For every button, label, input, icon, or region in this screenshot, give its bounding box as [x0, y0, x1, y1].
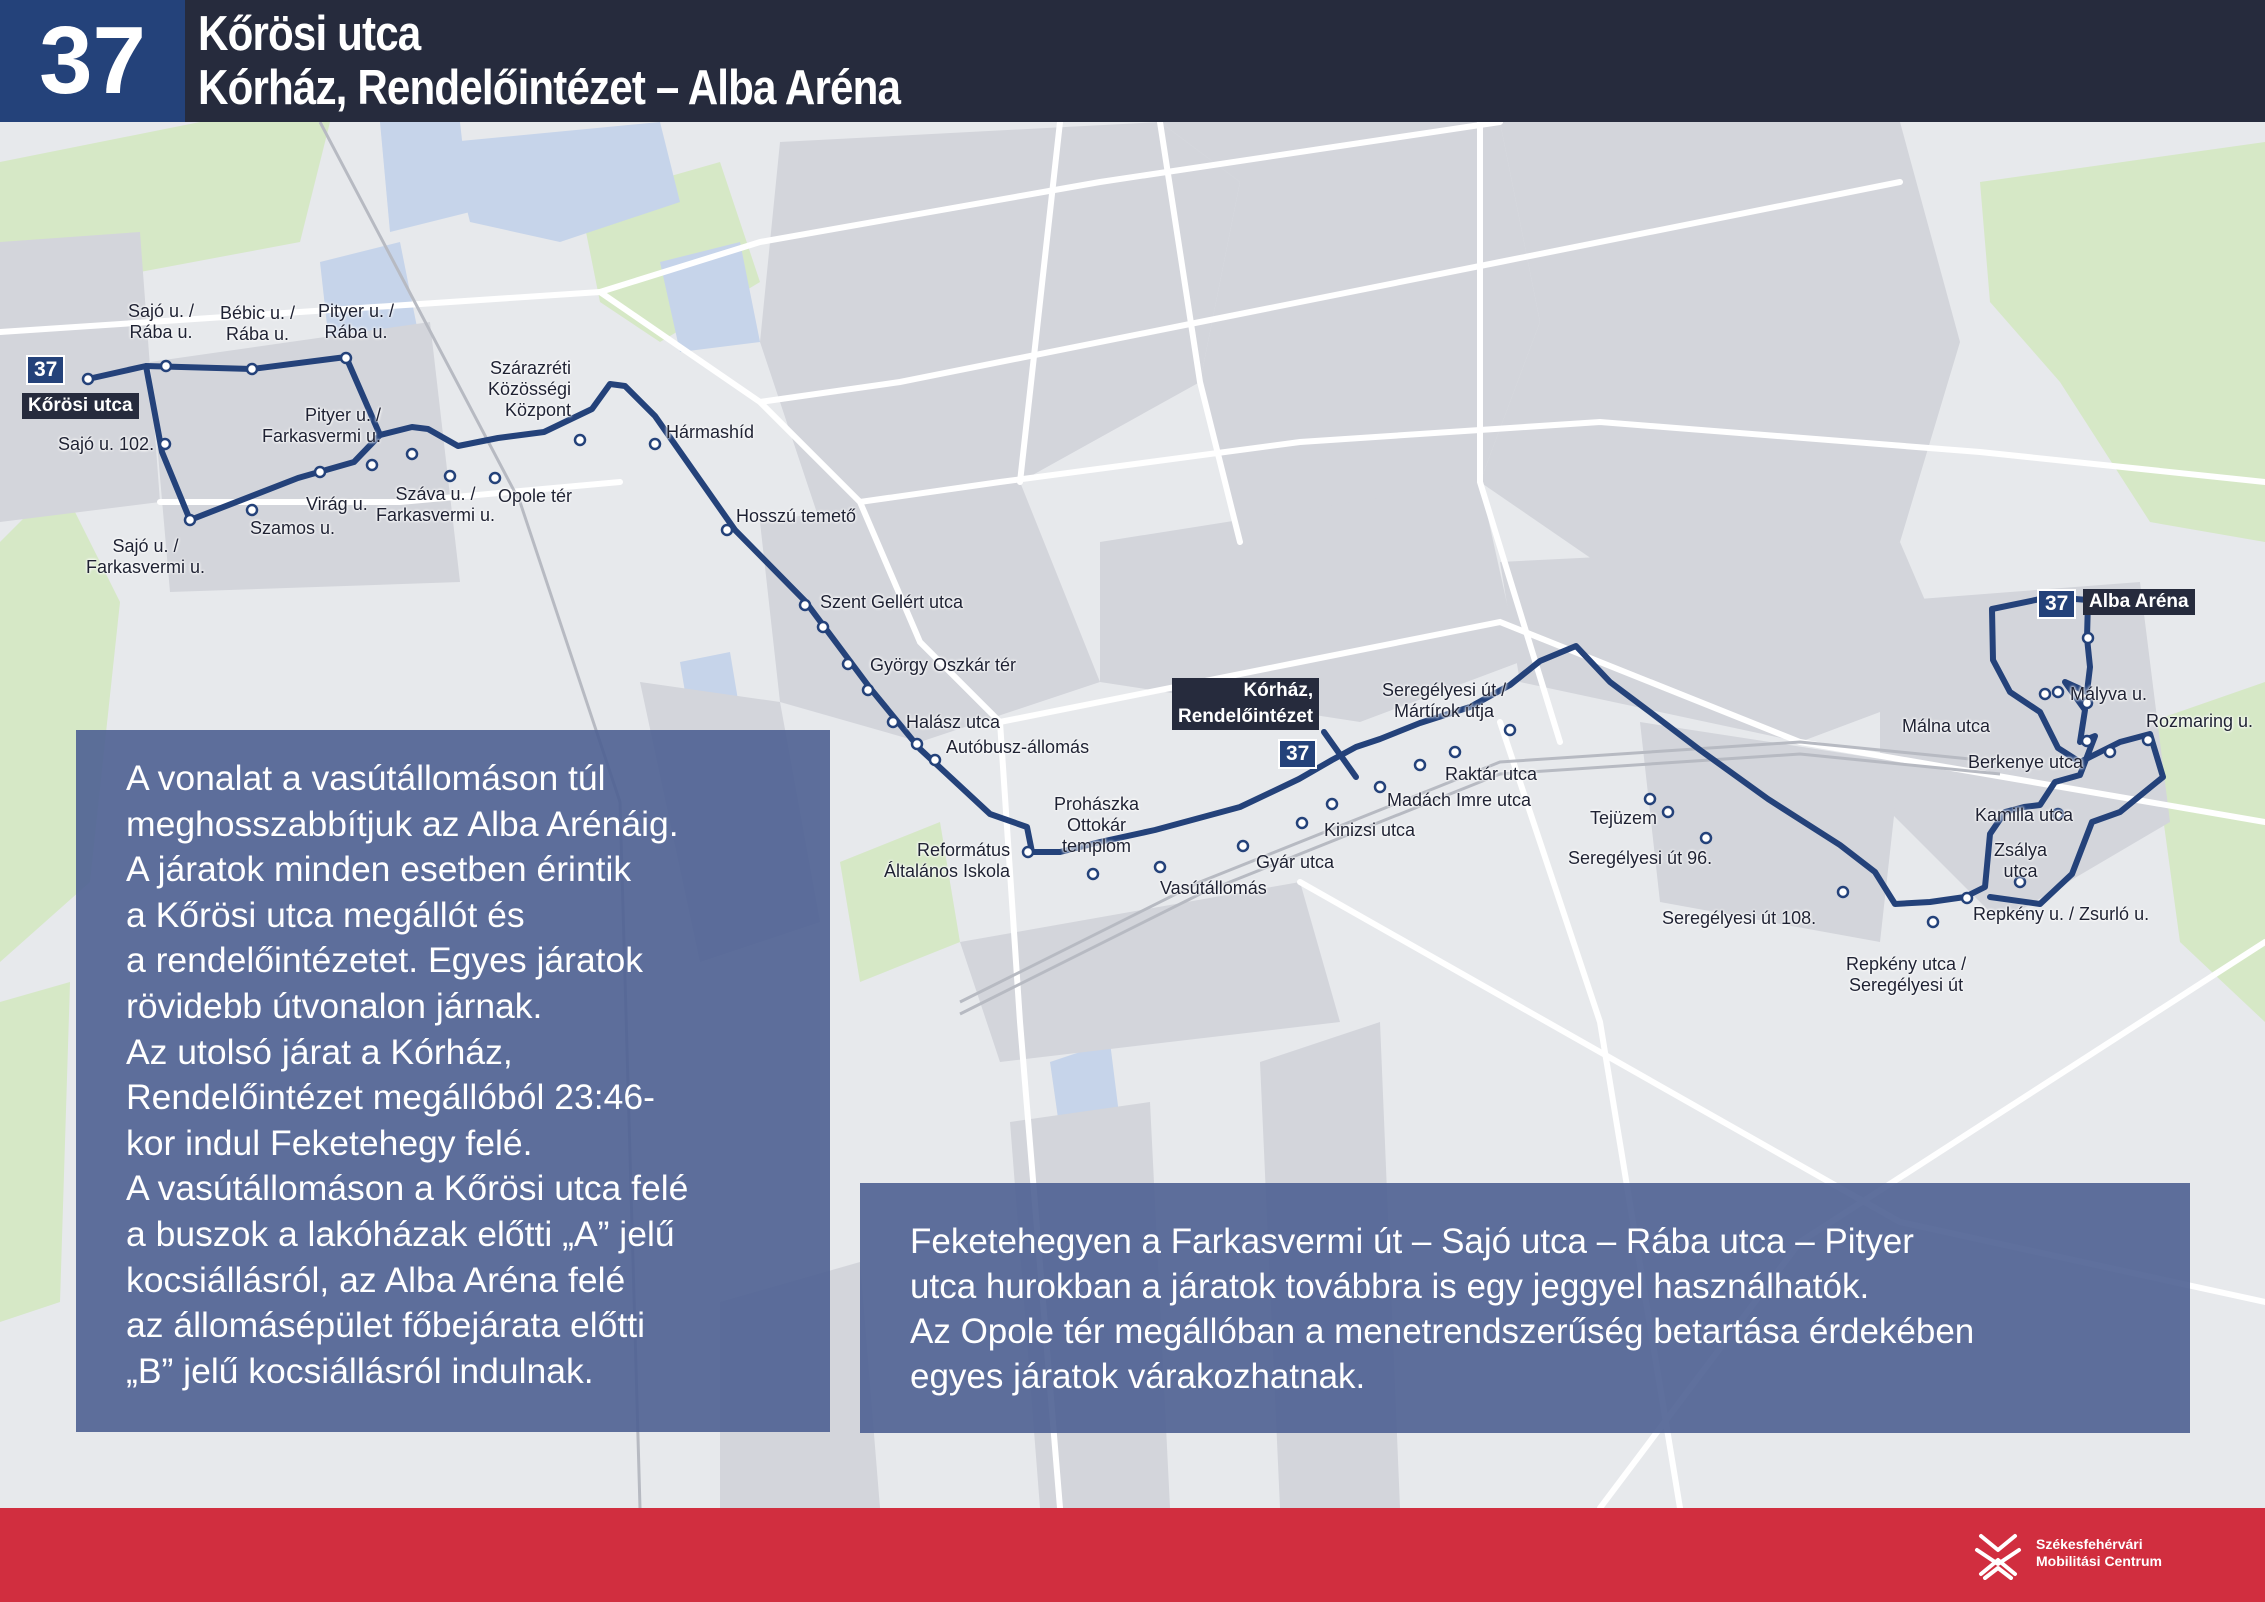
terminal-hospital-name: Kórház, Rendelőintézet — [1172, 678, 1319, 730]
stop-label-szava-farkasvermi: Száva u. / Farkasvermi u. — [376, 484, 496, 525]
stop-label-sajo-farkasvermi: Sajó u. / Farkasvermi u. — [86, 536, 206, 577]
stop-label-sajo-raba: Sajó u. / Rába u. — [128, 301, 195, 342]
footer-bar — [0, 1508, 2265, 1602]
stop-label-autobusz-allomas: Autóbusz-állomás — [946, 737, 1090, 757]
stop-label-sajo-102: Sajó u. 102. — [58, 434, 155, 454]
stop-label-gyorgy-oszkar: György Oszkár tér — [870, 655, 1017, 675]
header-bar — [0, 0, 2265, 122]
stop-label-szent-gellert: Szent Gellért utca — [820, 592, 964, 612]
stop-label-szarazreti: Szárazréti Közösségi Központ — [488, 358, 572, 420]
stop-label-bebic-raba: Bébic u. / Rába u. — [220, 303, 296, 344]
stop-label-rozmaring: Rozmaring u. — [2146, 711, 2254, 731]
stop-label-harmashid: Hármashíd — [666, 422, 755, 442]
terminal-west-route-badge: 37 — [26, 355, 65, 385]
info-box-left — [76, 730, 830, 1432]
stop-label-seregelyesi-martirok: Seregélyesi út / Mártírok útja — [1382, 680, 1507, 721]
stop-label-zsalya: Zsálya utca — [1994, 840, 2048, 881]
terminal-east-name: Alba Aréna — [2083, 589, 2195, 615]
stop-label-seregelyesi-108: Seregélyesi út 108. — [1662, 908, 1817, 928]
route-number-badge: 37 — [0, 0, 185, 122]
stop-label-pityer-farkasvermi: Pityer u. / Farkasvermi u. — [262, 405, 382, 446]
stop-label-reformatus: Református Általános Iskola — [884, 840, 1011, 881]
stop-label-raktar: Raktár utca — [1445, 764, 1538, 784]
stop-label-repkeny-zsurlo: Repkény u. / Zsurló u. — [1973, 904, 2150, 924]
stop-label-gyar: Gyár utca — [1256, 852, 1335, 872]
stop-label-malyva: Mályva u. — [2070, 684, 2148, 704]
stop-label-berkenye: Berkenye utca — [1968, 752, 2084, 772]
stop-label-virag: Virág u. — [306, 494, 368, 514]
stop-label-madach: Madách Imre utca — [1387, 790, 1532, 810]
stop-label-repkeny-seregelyesi: Repkény utca / Seregélyesi út — [1846, 954, 1967, 995]
stop-label-opole: Opole tér — [498, 486, 573, 506]
stop-label-kamilla: Kamilla utca — [1975, 805, 2074, 825]
stop-label-seregelyesi-96: Seregélyesi út 96. — [1568, 848, 1713, 868]
stop-label-kinizsi: Kinizsi utca — [1324, 820, 1416, 840]
stop-label-hosszu-temeto: Hosszú temető — [736, 506, 857, 526]
mobility-centre-logo-icon — [1973, 1530, 2023, 1580]
stop-label-tejuzem: Tejüzem — [1590, 808, 1658, 828]
stop-label-pityer-raba: Pityer u. / Rába u. — [318, 301, 395, 342]
stop-label-vasutallomas: Vasútállomás — [1160, 878, 1267, 898]
terminal-east-route-badge: 37 — [2037, 589, 2076, 619]
terminal-west-name: Kőrösi utca — [22, 393, 139, 419]
stop-label-szamos: Szamos u. — [250, 518, 336, 538]
stop-label-malna: Málna utca — [1902, 716, 1991, 736]
footer-logo-text: Székesfehérvári Mobilitási Centrum — [2036, 1536, 2163, 1569]
route-title-line2: Kórház, Rendelőintézet – Alba Aréna — [198, 61, 901, 115]
info-text-left: A vonalat a vasútállomáson túl meghosszabbítjuk az Alba Arénáig. A járatok minden esetben érintik a Kőrösi utca megállót és a rendelőintézetet. Egyes járatok rövidebb útvonalon járnak. Az utolsó járat a Kórház, Rendelőintézet megállóból 23:46- kor indul Feketehegy felé. A vasútállomáson a Kőrösi utca felé a buszok a lakóházak előtti „A” jelű kocsiállásról, az Alba Aréna felé az állomásépület főbejárata előtti „B” jelű kocsiállásról indulnak. — [126, 758, 689, 1391]
stop-label-prohaszka: Prohászka Ottokár templom — [1054, 794, 1140, 856]
stop-label-halasz: Halász utca — [906, 712, 1001, 732]
terminal-hospital-route-badge: 37 — [1278, 739, 1317, 769]
info-text-right: Feketehegyen a Farkasvermi út – Sajó utca – Rába utca – Pityer utca hurokban a járatok továbbra is egy jeggyel használhatók. Az Opole tér megállóban a menetrendszerűség betartása érdekében egyes járatok várakozhatnak. — [910, 1222, 1975, 1396]
info-box-right — [860, 1183, 2190, 1433]
route-title-line1: Kőrösi utca — [198, 7, 421, 61]
